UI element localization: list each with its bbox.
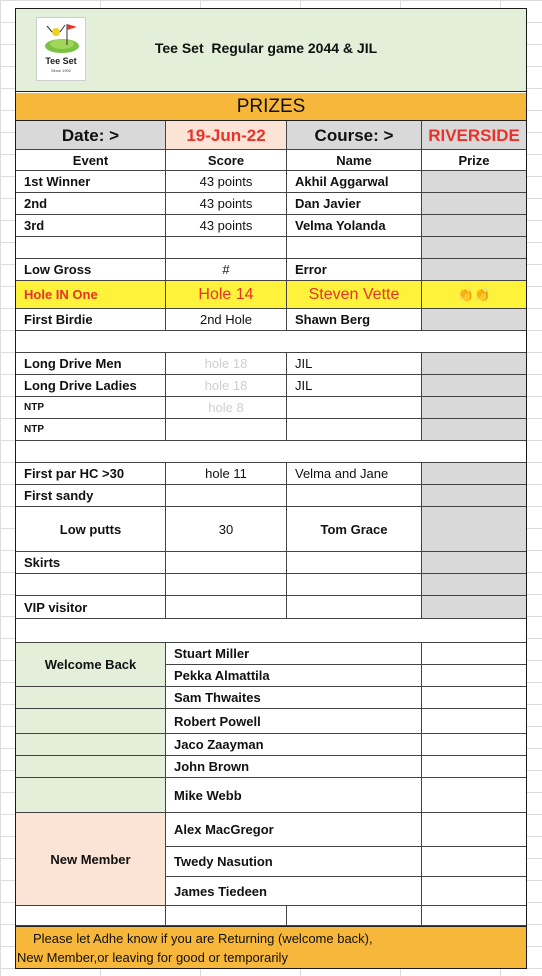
name-first-birdie: Shawn Berg <box>287 309 422 331</box>
prize-long-drive-men <box>422 353 526 375</box>
new-member-prize <box>422 847 526 877</box>
prizes-banner: PRIZES <box>16 93 526 121</box>
event-vip-visitor: VIP visitor <box>16 596 166 619</box>
name-3rd: Velma Yolanda <box>287 215 422 237</box>
tee-set-logo <box>36 17 86 81</box>
event-long-drive-men: Long Drive Men <box>16 353 166 375</box>
new-member-name: Alex MacGregor <box>166 813 422 847</box>
name-ntp <box>287 419 422 441</box>
score-long-drive-ladies: hole 18 <box>166 375 287 397</box>
date-label: Date: > <box>16 121 166 150</box>
new-member-prize <box>422 877 526 906</box>
column-header-score: Score <box>166 150 287 171</box>
welcome-back-name: John Brown <box>166 756 422 778</box>
column-header-event: Event <box>16 150 166 171</box>
column-header-name: Name <box>287 150 422 171</box>
course-value: RIVERSIDE <box>422 121 526 150</box>
score-low-putts: 30 <box>166 507 287 552</box>
blank-cell <box>16 237 166 259</box>
welcome-back-label: Welcome Back <box>16 643 166 687</box>
score-first-birdie: 2nd Hole <box>166 309 287 331</box>
date-value: 19-Jun-22 <box>166 121 287 150</box>
column-header-prize: Prize <box>422 150 526 171</box>
name-long-drive-men: JIL <box>287 353 422 375</box>
prize-ntp <box>422 419 526 441</box>
prize-low-putts <box>422 507 526 552</box>
score-low-gross: # <box>166 259 287 281</box>
event-low-gross: Low Gross <box>16 259 166 281</box>
prize-skirts <box>422 552 526 574</box>
score-2nd: 43 points <box>166 193 287 215</box>
spacer-row <box>16 331 526 353</box>
name-low-putts: Tom Grace <box>287 507 422 552</box>
name-skirts <box>287 552 422 574</box>
welcome-back-name: Sam Thwaites <box>166 687 422 709</box>
blank-cell <box>287 906 422 926</box>
prize-1st-winner <box>422 171 526 193</box>
new-member-name: James Tiedeen <box>166 877 422 906</box>
logo-title: Tee Set <box>45 56 77 66</box>
spacer-row <box>16 441 526 463</box>
score-ntp <box>166 419 287 441</box>
event-low-putts: Low putts <box>16 507 166 552</box>
name-first-sandy <box>287 485 422 507</box>
welcome-back-prize <box>422 756 526 778</box>
prize-sheet <box>15 8 527 969</box>
welcome-back-prize <box>422 687 526 709</box>
blank-cell <box>287 237 422 259</box>
footer-line-1: Please let Adhe know if you are Returning (welcome back), <box>33 931 373 946</box>
welcome-back-prize <box>422 665 526 687</box>
welcome-back-name: Jaco Zaayman <box>166 734 422 756</box>
spacer-row <box>16 619 526 643</box>
prize-first-par <box>422 463 526 485</box>
name-long-drive-ladies: JIL <box>287 375 422 397</box>
score-hole-in-one: Hole 14 <box>166 281 287 309</box>
welcome-back-fill <box>16 756 166 778</box>
clapping-hands-icon: 👏👏 <box>422 281 526 309</box>
blank-prize-cell <box>422 237 526 259</box>
score-first-par: hole 11 <box>166 463 287 485</box>
welcome-back-prize <box>422 734 526 756</box>
blank-cell <box>166 906 287 926</box>
event-hole-in-one: Hole IN One <box>16 281 166 309</box>
course-label: Course: > <box>287 121 422 150</box>
welcome-back-name: Stuart Miller <box>166 643 422 665</box>
prize-2nd <box>422 193 526 215</box>
welcome-back-name: Pekka Almattila <box>166 665 422 687</box>
welcome-back-fill <box>16 709 166 734</box>
welcome-back-name: Mike Webb <box>166 778 422 813</box>
logo-subtitle: Since 1992 <box>50 68 71 73</box>
welcome-back-fill <box>16 778 166 813</box>
prize-long-drive-ladies <box>422 375 526 397</box>
event-first-sandy: First sandy <box>16 485 166 507</box>
score-long-drive-men: hole 18 <box>166 353 287 375</box>
blank-cell <box>16 906 166 926</box>
prize-first-sandy <box>422 485 526 507</box>
blank-cell <box>16 574 166 596</box>
new-member-prize <box>422 813 526 847</box>
event-2nd: 2nd <box>16 193 166 215</box>
welcome-back-fill <box>16 734 166 756</box>
blank-cell <box>166 574 287 596</box>
new-member-name: Twedy Nasution <box>166 847 422 877</box>
score-3rd: 43 points <box>166 215 287 237</box>
blank-cell <box>166 237 287 259</box>
blank-cell <box>287 574 422 596</box>
event-first-par: First par HC >30 <box>16 463 166 485</box>
welcome-back-prize <box>422 709 526 734</box>
footer-note <box>16 926 526 968</box>
name-low-gross: Error <box>287 259 422 281</box>
blank-prize-cell <box>422 574 526 596</box>
welcome-back-prize <box>422 643 526 665</box>
name-1st-winner: Akhil Aggarwal <box>287 171 422 193</box>
name-vip-visitor <box>287 596 422 619</box>
footer-line-2: New Member,or leaving for good or temporarily <box>17 950 288 965</box>
new-member-label: New Member <box>16 813 166 906</box>
blank-cell <box>422 906 526 926</box>
event-first-birdie: First Birdie <box>16 309 166 331</box>
welcome-back-fill <box>16 687 166 709</box>
event-ntp: NTP <box>16 419 166 441</box>
welcome-back-prize <box>422 778 526 813</box>
score-skirts <box>166 552 287 574</box>
name-2nd: Dan Javier <box>287 193 422 215</box>
name-ntp <box>287 397 422 419</box>
prize-first-birdie <box>422 309 526 331</box>
score-vip-visitor <box>166 596 287 619</box>
event-long-drive-ladies: Long Drive Ladies <box>16 375 166 397</box>
name-first-par: Velma and Jane <box>287 463 422 485</box>
prize-ntp <box>422 397 526 419</box>
sheet-header <box>16 9 526 92</box>
event-skirts: Skirts <box>16 552 166 574</box>
score-1st-winner: 43 points <box>166 171 287 193</box>
score-first-sandy <box>166 485 287 507</box>
prize-low-gross <box>422 259 526 281</box>
welcome-back-name: Robert Powell <box>166 709 422 734</box>
event-1st-winner: 1st Winner <box>16 171 166 193</box>
score-ntp: hole 8 <box>166 397 287 419</box>
event-ntp: NTP <box>16 397 166 419</box>
prize-3rd <box>422 215 526 237</box>
golf-flag-icon <box>37 18 87 56</box>
game-title: Tee Set Regular game 2044 & JIL <box>154 40 378 56</box>
prize-vip-visitor <box>422 596 526 619</box>
name-hole-in-one: Steven Vette <box>287 281 422 309</box>
event-3rd: 3rd <box>16 215 166 237</box>
